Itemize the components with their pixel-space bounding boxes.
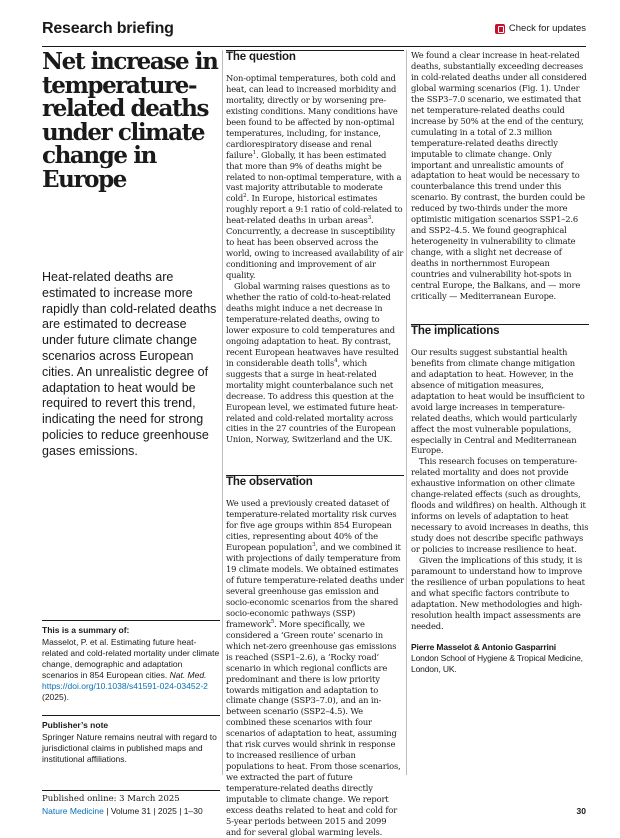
publishers-note-heading: Publisher’s note bbox=[42, 720, 109, 730]
citation-doi-link[interactable]: https://doi.org/10.1038/s41591-024-03452-2 bbox=[42, 681, 208, 691]
question-paragraph-1 bbox=[226, 73, 404, 281]
check-for-updates-button[interactable] bbox=[495, 23, 586, 34]
observation-paragraph-2: We found a clear increase in heat-related deaths, substantially exceeding decreases in cold-related deaths under all considered global warming scenarios (Fig. 1). Under the SSP3–7.0 scenario, we estimated that net temperature-related deaths could increase by 50% at the end of the century, cumulating in a total of 2.3 million temperature-related deaths directly imputable to climate change. Only important and unrealistic amounts of adaptation to heat would be necessary to counterbalance this trend under this scenario. By contrast, the burden could be reduced by two-thirds under the more optimistic mitigation scenarios SSP1–2.6 and SSP2–4.5. We found geographical heterogeneity in vulnerability to climate change, with a slight net decrease of deaths in northernmost European countries and vulnerability hot-spots in central Europe, the Balkans, and — more critically — Mediterranean Europe. bbox=[411, 50, 587, 301]
reference-marker[interactable]: 3 bbox=[312, 542, 316, 549]
observation-heading: The observation bbox=[226, 476, 313, 489]
check-updates-label: Check for updates bbox=[508, 23, 586, 34]
observation-p1-text-b: , and we combined it with projections of daily temperature from 19 climate models. We obtained estimates of future temperature-related deaths under several greenhouse gas emission and socio-economic scenarios from the shared socio-economic pathways (SSP) framework bbox=[226, 542, 404, 629]
summary-rule bbox=[42, 620, 220, 621]
page-footer bbox=[42, 806, 586, 818]
citation-year: (2025). bbox=[42, 692, 69, 702]
column-divider-left bbox=[222, 50, 223, 775]
implications-paragraph-1: Our results suggest substantial health benefits from climate change mitigation and adaptation to heat. However, in the absence of mitigation measures, adaptation to heat would be insufficient to avoid large increases in temperature-related deaths, which would particularly affect the most vulnerable populations, especially in Central and Mediterranean Europe. bbox=[411, 346, 585, 456]
question-p1-text-a: Non-optimal temperatures, both cold and heat, can lead to increased morbidity and mortality, directly or by worsening pre-existing conditions. Many conditions have been found to be affected by non-optimal temperatures, including, for instance, cardiorespiratory disease and renal failure bbox=[226, 72, 398, 160]
section-spacer bbox=[411, 302, 589, 324]
section-label: Research briefing bbox=[42, 20, 174, 37]
summary-box bbox=[42, 620, 220, 765]
page-header bbox=[42, 20, 586, 42]
question-p1-text-d: . Concurrently, a decrease in susceptibility to heat has been observed across the world, owing to increased availability of air conditioning and improvement of air quality. bbox=[226, 215, 404, 281]
question-p1-text-b: . Globally, it has been estimated that more than 9% of deaths might be related to non-optimal temperature, with a vast majority attributable to moderate cold bbox=[226, 149, 402, 204]
implications-heading: The implications bbox=[411, 324, 500, 337]
column-divider-right bbox=[406, 50, 407, 775]
publishers-note-rule bbox=[42, 715, 220, 716]
author-affiliation: London School of Hygiene & Tropical Medicine, London, UK. bbox=[411, 652, 583, 674]
footer-journal[interactable]: Nature Medicine bbox=[42, 806, 104, 816]
observation-p1-text-c: . More specifically, we considered a ‘Green route’ scenario in which net-zero greenhouse gas emissions is reached (SSP1–2.6), a ‘Rocky road’ scenario in which regional conflicts are predominant and there is low priority towards mitigation and adaptation to climate change (SSP3–7.0), and an in-between scenario (SSP2–4.5). We combined these scenarios with four scenarios of adaptation to heat, assuming that risk curves would shrink in response to increased resilience of urban populations to heat. From those scenarios, we extracted the part of future temperature-related deaths directly imputable to climate change. We report excess deaths related to heat and cold for 5-year periods between 2015 and 2099 and for several global warming levels. bbox=[226, 618, 401, 837]
article-headline: Net increase in temperature-related deaths under climate change in Europe bbox=[42, 48, 218, 193]
footer-volume: | Volume 31 | 2025 | 1–30 bbox=[106, 806, 203, 816]
implications-paragraph-3: Given the implications of this study, it is paramount to understand how to improve the resilience of urban populations to heat and what specific factors contribute to adaptation. New methodologies and high-resolution health impact assessments are needed. bbox=[411, 554, 585, 631]
question-p2-text-b: , which suggests that a surge in heat-related mortality might counterbalance such net decrease. To address this question at the European level, we estimated future heat-related and cold-related mortality across cities in the 27 countries of the European Union, Norway, Switzerland and the UK. bbox=[226, 357, 399, 445]
author-block bbox=[411, 642, 589, 675]
summary-heading: This is a summary of: bbox=[42, 625, 130, 635]
reference-marker[interactable]: 4 bbox=[334, 357, 338, 364]
footer-page-number: 30 bbox=[576, 806, 586, 816]
reference-marker[interactable]: 2 bbox=[243, 193, 247, 200]
section-spacer bbox=[226, 445, 404, 475]
published-rule bbox=[42, 790, 220, 791]
observation-p1-text-a: We used a previously created dataset of temperature-related mortality risk curves for five age groups within 854 European cities, representing about 40% of the European population bbox=[226, 498, 397, 553]
observation-paragraph-1 bbox=[226, 498, 404, 838]
question-p2-text-a: Global warming raises questions as to whether the ratio of cold-to-heat-related deaths might induce a net decrease in temperature-related deaths, owing to lower exposure to cold temperatures and ongoing adaptation to heat. By contrast, recent European heatwaves have resulted in considerable death tolls bbox=[226, 281, 399, 368]
reference-marker[interactable]: 5 bbox=[270, 619, 275, 626]
standfirst: Heat-related deaths are estimated to increase more rapidly than cold-related deaths are estimated to decrease under future climate change scenarios across European cities. An unrealistic degree of adaptation to heat would be required to revert this trend, indicating the need for strong policies to reduce greenhouse gases emissions. bbox=[42, 270, 217, 458]
header-rule bbox=[42, 46, 586, 47]
reference-marker[interactable]: 3 bbox=[367, 215, 372, 222]
reference-marker[interactable]: 1 bbox=[252, 149, 257, 156]
citation-journal: Nat. Med. bbox=[169, 670, 207, 680]
column-middle bbox=[226, 50, 404, 838]
column-right bbox=[411, 50, 589, 675]
question-paragraph-2 bbox=[226, 281, 404, 445]
summary-citation bbox=[42, 637, 220, 703]
publishers-note bbox=[42, 715, 220, 765]
implications-paragraph-2: This research focuses on temperature-related mortality and does not provide exhaustive information on other climate change-related effects (such as droughts, floods and wildfires) on health. Although it informs on levels of adaptation to heat necessary to avoid increases in deaths, this study does not describe specific pathways or policies to increase resilience to heat. bbox=[411, 456, 589, 555]
author-names: Pierre Masselot & Antonio Gasparrini bbox=[411, 641, 556, 652]
question-p1-text-c: . In Europe, historical estimates roughly report a 9:1 ratio of cold-related to heat-related deaths in urban areas bbox=[226, 193, 403, 226]
publishers-note-text: Springer Nature remains neutral with regard to jurisdictional claims in published maps and institutional affiliations. bbox=[42, 732, 217, 764]
check-updates-icon bbox=[495, 24, 505, 34]
citation-text: Masselot, P. et al. Estimating future heat-related and cold-related mortality under climate change, demographic and adaptation scenarios in 854 European cities. bbox=[42, 637, 220, 680]
published-date: Published online: 3 March 2025 bbox=[42, 794, 180, 804]
question-heading: The question bbox=[226, 51, 296, 63]
